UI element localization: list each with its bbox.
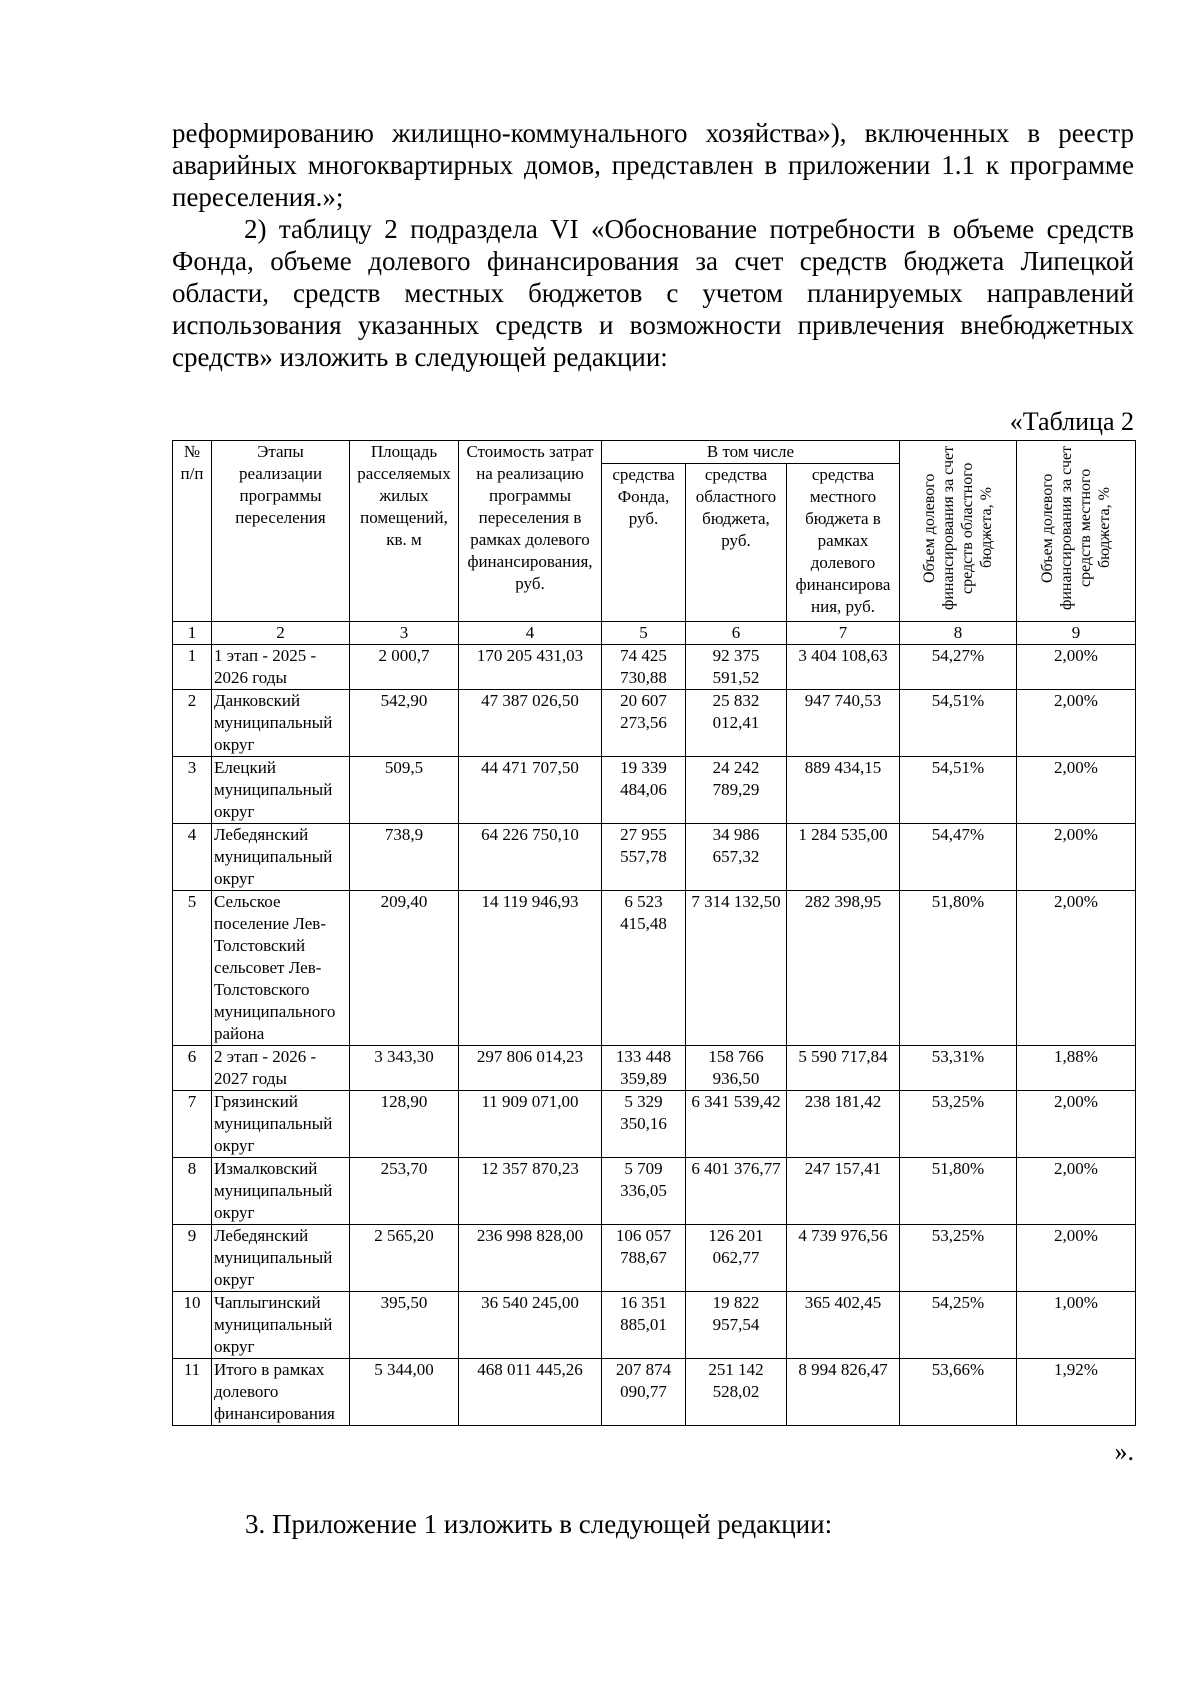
share-local-cell: 2,00% [1017,1225,1136,1292]
regional-budget-cell: 6 341 539,42 [686,1091,787,1158]
row-number-cell: 4 [173,824,212,891]
header-share-regional: Объем долевого финансирования за счет средств областного бюджета, % [900,441,1017,622]
intro-paragraph: реформированию жилищно-коммунального хозяйства»), включенных в реестр аварийных многоквартирных домов, представлен в приложении 1.1 к программе переселения.»; [172,118,1134,212]
fund-cell: 133 448 359,89 [602,1046,686,1091]
fund-cell: 106 057 788,67 [602,1225,686,1292]
share-regional-cell: 54,51% [900,690,1017,757]
header-regional: средства областного бюджета, руб. [686,464,787,622]
cost-cell: 47 387 026,50 [459,690,602,757]
local-budget-cell: 282 398,95 [787,891,900,1046]
share-regional-cell: 54,51% [900,757,1017,824]
fund-cell: 74 425 730,88 [602,645,686,690]
local-budget-cell: 3 404 108,63 [787,645,900,690]
share-regional-cell: 53,66% [900,1359,1017,1426]
share-local-cell: 2,00% [1017,757,1136,824]
index-cell: 5 [602,622,686,645]
index-cell: 3 [350,622,459,645]
area-cell: 3 343,30 [350,1046,459,1091]
regional-budget-cell: 24 242 789,29 [686,757,787,824]
row-number-cell: 5 [173,891,212,1046]
table-row [173,645,1136,690]
local-budget-cell: 238 181,42 [787,1091,900,1158]
closing-mark: ». [1114,1437,1134,1466]
index-cell: 8 [900,622,1017,645]
local-budget-cell: 365 402,45 [787,1292,900,1359]
index-cell: 6 [686,622,787,645]
table-row [173,1158,1136,1225]
row-number-cell: 3 [173,757,212,824]
cost-cell: 297 806 014,23 [459,1046,602,1091]
regional-budget-cell: 92 375 591,52 [686,645,787,690]
area-cell: 542,90 [350,690,459,757]
table-row [173,1292,1136,1359]
share-local-cell: 1,88% [1017,1046,1136,1091]
table-row [173,1359,1136,1426]
local-budget-cell: 947 740,53 [787,690,900,757]
share-local-cell: 2,00% [1017,645,1136,690]
fund-cell: 6 523 415,48 [602,891,686,1046]
cost-cell: 170 205 431,03 [459,645,602,690]
appendix-paragraph: 3. Приложение 1 изложить в следующей редакции: [245,1509,833,1539]
table-row [173,690,1136,757]
stage-name-cell: Лебедянский муниципальный округ [212,1225,350,1292]
table-row [173,1225,1136,1292]
header-num: № п/п [173,441,212,622]
table-row [173,757,1136,824]
stage-name-cell: 1 этап - 2025 - 2026 годы [212,645,350,690]
stage-name-cell: 2 этап - 2026 - 2027 годы [212,1046,350,1091]
fund-cell: 20 607 273,56 [602,690,686,757]
header-local: средства местного бюджета в рамках долевого финансирова ния, руб. [787,464,900,622]
row-number-cell: 1 [173,645,212,690]
stage-name-cell: Чаплыгинский муниципальный округ [212,1292,350,1359]
cost-cell: 44 471 707,50 [459,757,602,824]
row-number-cell: 9 [173,1225,212,1292]
share-regional-cell: 53,31% [900,1046,1017,1091]
local-budget-cell: 5 590 717,84 [787,1046,900,1091]
share-regional-cell: 54,25% [900,1292,1017,1359]
area-cell: 128,90 [350,1091,459,1158]
cost-cell: 236 998 828,00 [459,1225,602,1292]
fund-cell: 27 955 557,78 [602,824,686,891]
row-number-cell: 8 [173,1158,212,1225]
index-cell: 2 [212,622,350,645]
cost-cell: 468 011 445,26 [459,1359,602,1426]
area-cell: 509,5 [350,757,459,824]
regional-budget-cell: 6 401 376,77 [686,1158,787,1225]
stage-name-cell: Данковский муниципальный округ [212,690,350,757]
area-cell: 2 000,7 [350,645,459,690]
table-caption: «Таблица 2 [1009,407,1134,436]
header-area: Площадь расселяемых жилых помещений, кв. м [350,441,459,622]
column-index-row [173,622,1136,645]
fund-cell: 16 351 885,01 [602,1292,686,1359]
share-regional-cell: 53,25% [900,1091,1017,1158]
share-regional-cell: 54,27% [900,645,1017,690]
cost-cell: 12 357 870,23 [459,1158,602,1225]
share-local-cell: 2,00% [1017,690,1136,757]
stage-name-cell: Лебедянский муниципальный округ [212,824,350,891]
cost-cell: 64 226 750,10 [459,824,602,891]
regional-budget-cell: 126 201 062,77 [686,1225,787,1292]
header-cost: Стоимость затрат на реализацию программы переселения в рамках долевого финансирования, руб. [459,441,602,622]
index-cell: 7 [787,622,900,645]
share-local-cell: 2,00% [1017,1091,1136,1158]
header-stages: Этапы реализации программы переселения [212,441,350,622]
index-cell: 9 [1017,622,1136,645]
amendment-paragraph: 2) таблицу 2 подраздела VI «Обоснование потребности в объеме средств Фонда, объеме долевого финансирования за счет средств бюджета Липецкой области, средств местных бюджетов с учетом планируемых направлений использования указанных средств и возможности привлечения внебюджетных средств» изложить в следующей редакции: [172,214,1134,372]
fund-cell: 5 709 336,05 [602,1158,686,1225]
regional-budget-cell: 251 142 528,02 [686,1359,787,1426]
local-budget-cell: 1 284 535,00 [787,824,900,891]
table-row [173,1091,1136,1158]
share-local-cell: 2,00% [1017,891,1136,1046]
cost-cell: 14 119 946,93 [459,891,602,1046]
header-share-local: Объем долевого финансирования за счет средств местного бюджета, % [1017,441,1136,622]
table-row [173,1046,1136,1091]
area-cell: 738,9 [350,824,459,891]
header-fund: средства Фонда, руб. [602,464,686,622]
financing-table [172,440,1136,1426]
fund-cell: 19 339 484,06 [602,757,686,824]
regional-budget-cell: 7 314 132,50 [686,891,787,1046]
stage-name-cell: Итого в рамках долевого финансирования [212,1359,350,1426]
stage-name-cell: Грязинский муниципальный округ [212,1091,350,1158]
local-budget-cell: 4 739 976,56 [787,1225,900,1292]
regional-budget-cell: 19 822 957,54 [686,1292,787,1359]
regional-budget-cell: 158 766 936,50 [686,1046,787,1091]
stage-name-cell: Елецкий муниципальный округ [212,757,350,824]
area-cell: 395,50 [350,1292,459,1359]
cost-cell: 11 909 071,00 [459,1091,602,1158]
area-cell: 253,70 [350,1158,459,1225]
cost-cell: 36 540 245,00 [459,1292,602,1359]
row-number-cell: 6 [173,1046,212,1091]
table-row [173,824,1136,891]
index-cell: 4 [459,622,602,645]
area-cell: 2 565,20 [350,1225,459,1292]
row-number-cell: 10 [173,1292,212,1359]
row-number-cell: 11 [173,1359,212,1426]
local-budget-cell: 8 994 826,47 [787,1359,900,1426]
header-including: В том числе [602,441,900,464]
local-budget-cell: 889 434,15 [787,757,900,824]
share-regional-cell: 53,25% [900,1225,1017,1292]
table-row [173,891,1136,1046]
fund-cell: 5 329 350,16 [602,1091,686,1158]
index-cell: 1 [173,622,212,645]
area-cell: 209,40 [350,891,459,1046]
share-regional-cell: 51,80% [900,1158,1017,1225]
row-number-cell: 7 [173,1091,212,1158]
stage-name-cell: Измалковский муниципальный округ [212,1158,350,1225]
local-budget-cell: 247 157,41 [787,1158,900,1225]
regional-budget-cell: 25 832 012,41 [686,690,787,757]
share-regional-cell: 54,47% [900,824,1017,891]
stage-name-cell: Сельское поселение Лев-Толстовский сельсовет Лев-Толстовского муниципального района [212,891,350,1046]
row-number-cell: 2 [173,690,212,757]
share-local-cell: 1,00% [1017,1292,1136,1359]
share-local-cell: 2,00% [1017,824,1136,891]
share-local-cell: 1,92% [1017,1359,1136,1426]
area-cell: 5 344,00 [350,1359,459,1426]
regional-budget-cell: 34 986 657,32 [686,824,787,891]
fund-cell: 207 874 090,77 [602,1359,686,1426]
share-local-cell: 2,00% [1017,1158,1136,1225]
share-regional-cell: 51,80% [900,891,1017,1046]
